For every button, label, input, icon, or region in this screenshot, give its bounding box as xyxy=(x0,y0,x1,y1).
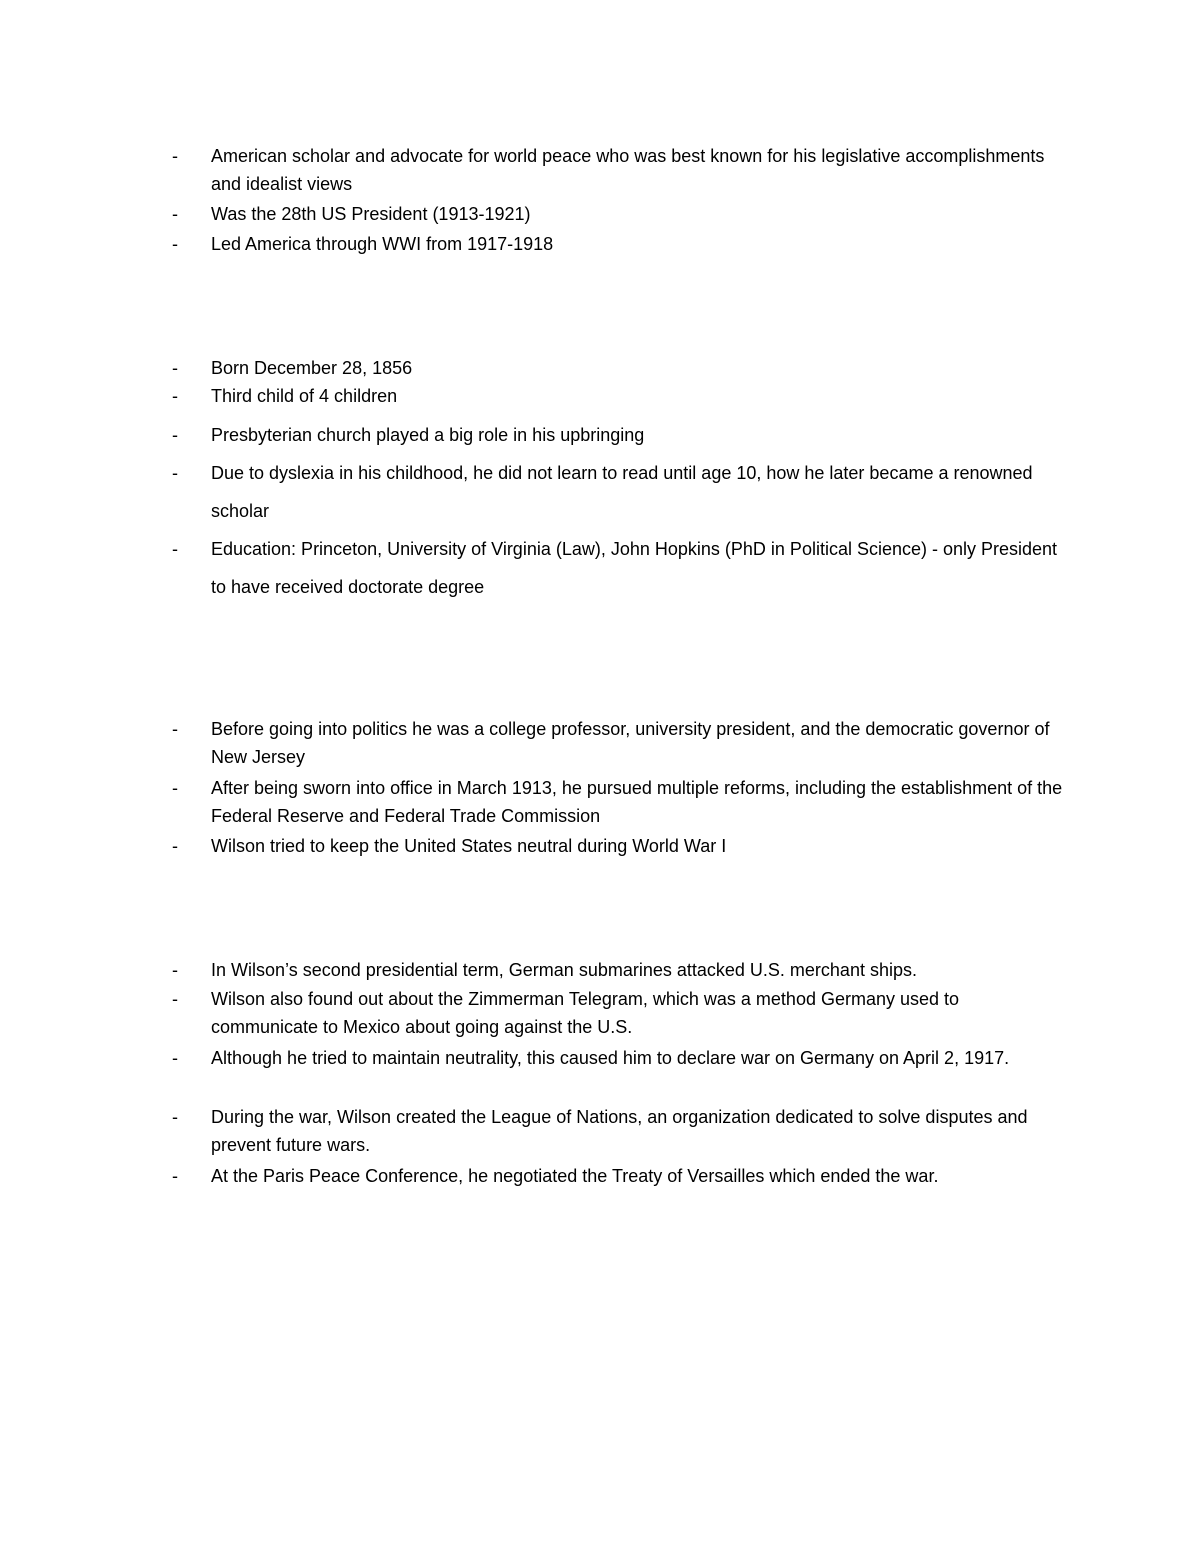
list-item-text: In Wilson’s second presidential term, German submarines attacked U.S. merchant ships. xyxy=(211,960,917,980)
bullet-dash: - xyxy=(172,989,178,1009)
bullet-dash: - xyxy=(172,386,178,406)
bullet-dash: - xyxy=(172,204,178,224)
bullet-dash: - xyxy=(172,358,178,378)
bullet-dash: - xyxy=(172,1048,178,1068)
list-item-text: Before going into politics he was a college professor, university president, and the democratic governor of New Jersey xyxy=(211,719,1050,767)
bullet-dash: - xyxy=(172,539,178,559)
list-item-text: At the Paris Peace Conference, he negotiated the Treaty of Versailles which ended the war. xyxy=(211,1166,939,1186)
bullet-dash: - xyxy=(172,836,178,856)
list-item-text: Education: Princeton, University of Virginia (Law), John Hopkins (PhD in Political Science) - only President to have received doctorate degree xyxy=(211,539,1058,597)
list-item-text: Third child of 4 children xyxy=(211,386,398,406)
list-item-text: Wilson tried to keep the United States neutral during World War I xyxy=(211,836,727,856)
list-item-text: American scholar and advocate for world peace who was best known for his legislative accomplishments and idealist views xyxy=(211,146,1045,194)
bullet-dash: - xyxy=(172,463,178,483)
bullet-dash: - xyxy=(172,719,178,739)
bullet-dash: - xyxy=(172,1107,178,1127)
bullet-dash: - xyxy=(172,960,178,980)
list-item-text: Due to dyslexia in his childhood, he did not learn to read until age 10, how he later became a renowned scholar xyxy=(211,463,1033,521)
list-item-text: Led America through WWI from 1917-1918 xyxy=(211,234,554,254)
bullet-dash: - xyxy=(172,1166,178,1186)
list-item-text: Presbyterian church played a big role in his upbringing xyxy=(211,425,645,445)
list-item-text: Wilson also found out about the Zimmerman Telegram, which was a method Germany used to communicate to Mexico about going against the U.S. xyxy=(211,989,960,1037)
list-item-text: Born December 28, 1856 xyxy=(211,358,413,378)
list-item-text: Although he tried to maintain neutrality, this caused him to declare war on Germany on April 2, 1917. xyxy=(211,1048,1010,1068)
list-item-text: After being sworn into office in March 1913, he pursued multiple reforms, including the establishment of the Federal Reserve and Federal Trade Commission xyxy=(211,778,1063,826)
bullet-dash: - xyxy=(172,778,178,798)
list-item-text: During the war, Wilson created the League of Nations, an organization dedicated to solve disputes and prevent future wars. xyxy=(211,1107,1028,1155)
bullet-dash: - xyxy=(172,234,178,254)
bullet-dash: - xyxy=(172,146,178,166)
bullet-dash: - xyxy=(172,425,178,445)
list-item-text: Was the 28th US President (1913-1921) xyxy=(211,204,531,224)
